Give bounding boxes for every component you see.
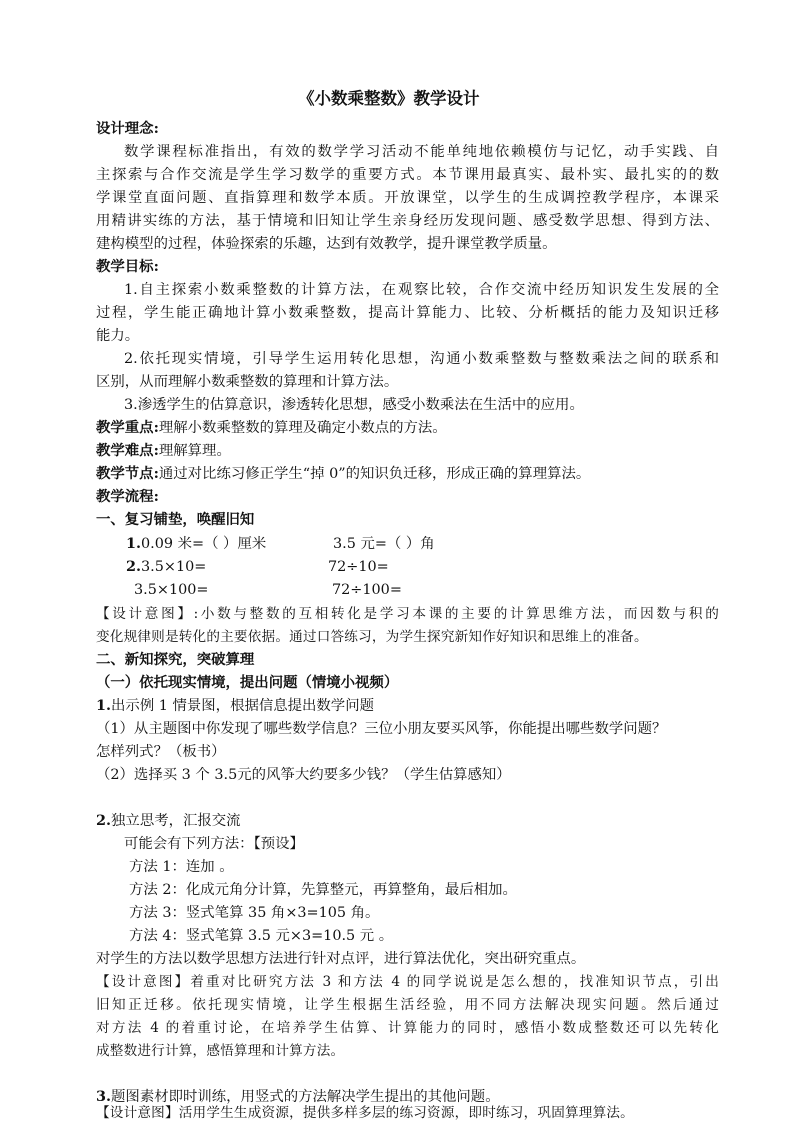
- method-line: 方法 2：化成元角分计算，先算整元，再算整角，最后相加。: [129, 882, 517, 898]
- review-row-1-b: 3.5 元=（ ）角: [333, 536, 435, 552]
- design-intent-line: 【设计意图】活用学生生成资源，提供多样多层的练习资源，即时练习，巩固算理算法。: [96, 1105, 634, 1121]
- method-line: 方法 1：连加 。: [129, 859, 234, 875]
- question-line: （1）从主题图中你发现了哪些数学信息？三位小朋友要买风筝，你能提出哪些数学问题？: [96, 721, 667, 737]
- design-intent-line: 成整数进行计算，感悟算理和计算方法。: [96, 1043, 345, 1059]
- method-line: 方法 3：竖式笔算 35 角×3=105 角。: [129, 905, 380, 921]
- section-heading-design-concept: 设计理念:: [96, 120, 159, 137]
- key-point-row: [96, 417, 447, 439]
- review-row-3-b: 72÷100=: [332, 582, 402, 598]
- difficulty-text: 理解算理。: [158, 443, 231, 459]
- review-item: 0.09 米=（ ）厘米: [141, 536, 267, 552]
- goal-line: 2.依托现实情境，引导学生运用转化思想，沟通小数乘整数与整数乘法之间的联系和: [124, 351, 719, 367]
- paragraph-line: 学课堂直面问题、直指算理和数学本质。开放课堂，以学生的生成调控教学程序，本课采: [96, 190, 719, 206]
- key-point-text: 理解小数乘整数的算理及确定小数点的方法。: [158, 420, 447, 436]
- paragraph-line: 主探索与合作交流是学生学习数学的重要方式。本节课用最真实、最朴实、最扎实的的数: [96, 167, 719, 183]
- review-number: 2.: [126, 558, 142, 575]
- question-line: （2）选择买 3 个 3.5元的风筝大约要多少钱？（学生估算感知）: [96, 767, 511, 783]
- review-row-1-a: [126, 533, 266, 555]
- node-text: 通过对比练习修正学生“掉 0”的知识负迁移，形成正确的算理算法。: [158, 466, 591, 482]
- review-row-2-a: [126, 556, 206, 578]
- evaluation-line: 对学生的方法以数学思想方法进行针对点评，进行算法优化，突出研究重点。: [96, 951, 586, 967]
- design-intent-line: 【设计意图】着重对比研究方法 3 和方法 4 的同学说说是怎么想的，找准知识节点，引出: [96, 974, 719, 990]
- review-item: 3.5×10=: [141, 559, 207, 575]
- review-row-2-b: 72÷10=: [328, 559, 389, 575]
- review-number: 1.: [126, 535, 142, 552]
- goal-line: 区别，从而理解小数乘整数的算理和计算方法。: [96, 374, 399, 390]
- node-label: 教学节点:: [96, 465, 159, 482]
- difficulty-row: [96, 440, 231, 462]
- step-2-row: [96, 810, 241, 832]
- node-row: [96, 463, 590, 485]
- paragraph-line: 数学课程标准指出，有效的数学学习活动不能单纯地依赖模仿与记忆，动手实践、自: [124, 144, 719, 160]
- step-number: 3.: [96, 1088, 112, 1105]
- step-text: 题图素材即时训练，用竖式的方法解决学生提出的其他问题。: [111, 1089, 500, 1105]
- paragraph-line: 建构模型的过程，体验探索的乐趣，达到有效教学，提升课堂教学质量。: [96, 236, 557, 252]
- section-heading-goals: 教学目标:: [96, 258, 159, 275]
- difficulty-label: 教学难点:: [96, 442, 159, 459]
- flow-label: 教学流程:: [96, 488, 159, 505]
- step-1-row: [96, 695, 374, 717]
- step-number: 1.: [96, 697, 112, 714]
- paragraph-line: 用精讲实练的方法，基于情境和旧知让学生亲身经历发现问题、感受数学思想、得到方法、: [96, 213, 719, 229]
- part-two-heading: 二、新知探究，突破算理: [96, 651, 255, 668]
- review-row-3-a: 3.5×100=: [134, 582, 209, 598]
- goal-line: 过程，学生能正确地计算小数乘整数，提高计算能力、比较、分析概括的能力及知识迁移: [96, 305, 719, 321]
- question-line: 怎样列式？（板书）: [96, 744, 226, 760]
- design-intent-line: 对方法 4 的着重讨论，在培养学生估算、计算能力的同时，感悟小数成整数还可以先转化: [96, 1020, 719, 1036]
- goal-line: 3.渗透学生的估算意识，渗透转化思想，感受小数乘法在生活中的应用。: [124, 397, 584, 413]
- method-line: 方法 4：竖式笔算 3.5 元×3=10.5 元 。: [129, 928, 394, 944]
- step-text: 独立思考，汇报交流: [111, 813, 241, 829]
- step-number: 2.: [96, 812, 112, 829]
- part-one-heading: 一、复习铺垫，唤醒旧知: [96, 511, 255, 528]
- key-point-label: 教学重点:: [96, 419, 159, 436]
- step-text: 出示例 1 情景图，根据信息提出数学问题: [111, 698, 374, 714]
- design-intent-line: 【设计意图】:小数与整数的互相转化是学习本课的主要的计算思维方法，而因数与积的: [96, 606, 719, 622]
- goal-line: 1.自主探索小数乘整数的计算方法，在观察比较，合作交流中经历知识发生发展的全: [124, 282, 719, 298]
- goal-line: 能力。: [96, 328, 140, 344]
- preset-line: 可能会有下列方法：【预设】: [124, 836, 304, 852]
- sub-section-heading: （一）依托现实情境，提出问题（情境小视频）: [96, 674, 399, 691]
- document-title: 《小数乘整数》教学设计: [298, 89, 480, 108]
- design-intent-line: 变化规律则是转化的主要依据。通过口答练习，为学生探究新知作好知识和思维上的准备。: [96, 629, 648, 645]
- design-intent-line: 旧知正迁移。依托现实情境，让学生根据生活经验，用不同方法解决现实问题。然后通过: [96, 997, 719, 1013]
